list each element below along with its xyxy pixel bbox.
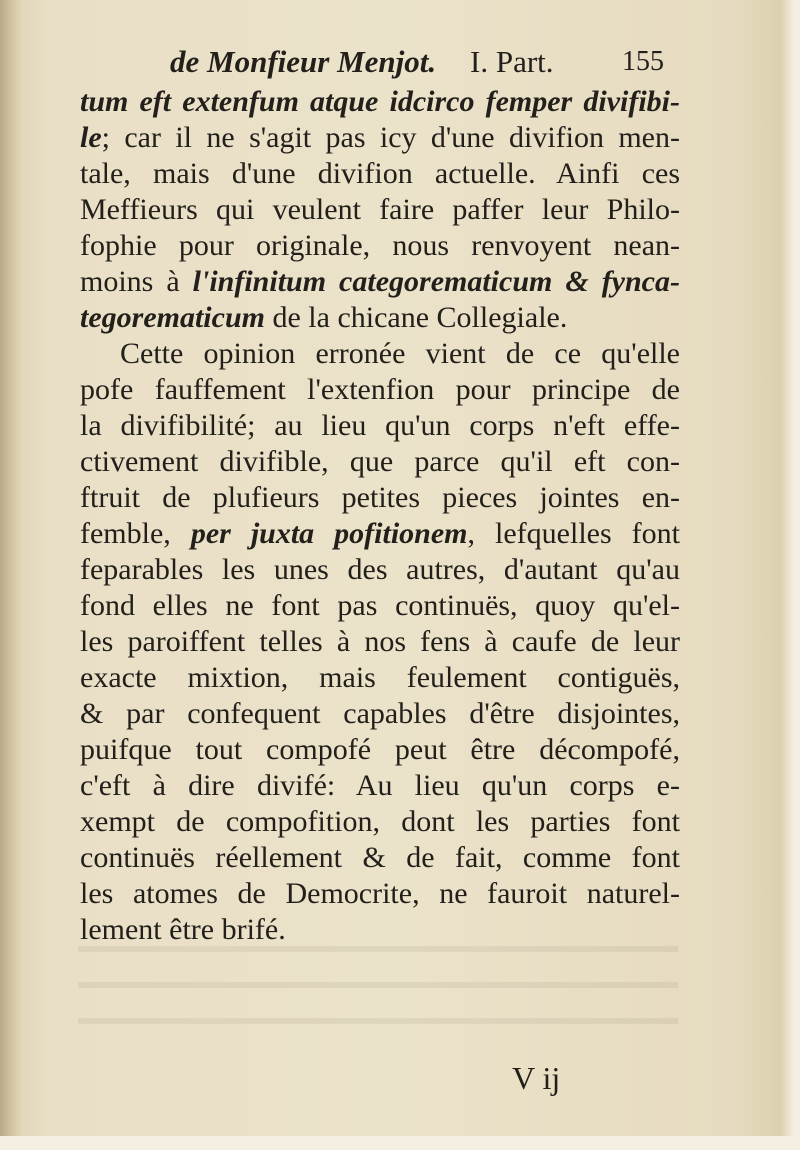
text-line-13: femble, per juxta pofitionem, lefquelles font xyxy=(80,517,680,550)
text-line-4: Meffieurs qui veulent faire paffer leur Philo- xyxy=(80,193,680,226)
text-line-19: puifque tout compofé peut être décompofé, xyxy=(80,733,680,766)
signature-mark: V ij xyxy=(512,1060,561,1096)
text-line-11: ctivement divifible, que parce qu'il eft con- xyxy=(80,445,680,478)
text-line-20: c'eft à dire divifé: Au lieu qu'un corps e- xyxy=(80,769,680,802)
text-line-8: Cette opinion erronée vient de ce qu'elle xyxy=(120,337,680,370)
text-line-21: xempt de compofition, dont les parties font xyxy=(80,805,680,838)
page-bottom-margin xyxy=(0,1136,800,1150)
text-line-18: & par confequent capables d'être disjointes, xyxy=(80,697,680,730)
text-line-15: fond elles ne font pas continuës, quoy qu'el- xyxy=(80,589,680,622)
text-line-7: tegorematicum de la chicane Collegiale. xyxy=(80,301,568,334)
text-line-9: pofe fauffement l'extenfion pour principe de xyxy=(80,373,680,406)
running-title: de Monfieur Menjot. xyxy=(170,44,437,79)
text-line-24: lement être brifé. xyxy=(80,913,286,946)
page-gutter-shadow xyxy=(0,0,22,1150)
text-line-1: tum eft extenfum atque idcirco femper divifibi- xyxy=(80,85,680,118)
text-line-17: exacte mixtion, mais feulement contiguës, xyxy=(80,661,680,694)
page-right-margin xyxy=(780,0,800,1150)
text-line-10: la divifibilité; au lieu qu'un corps n'eft effe- xyxy=(80,409,680,442)
text-line-23: les atomes de Democrite, ne fauroit naturel- xyxy=(80,877,680,910)
body-text xyxy=(80,84,680,948)
text-line-3: tale, mais d'une divifion actuelle. Ainfi ces xyxy=(80,157,680,190)
text-line-6: moins à l'infinitum categorematicum & fynca- xyxy=(80,265,680,298)
page-number: 155 xyxy=(622,46,664,77)
text-line-2: le; car il ne s'agit pas icy d'une divifion men- xyxy=(80,121,680,154)
text-line-16: les paroiffent telles à nos fens à caufe de leur xyxy=(80,625,680,658)
part-label: I. Part. xyxy=(470,44,554,79)
text-line-22: continuës réellement & de fait, comme font xyxy=(80,841,680,874)
text-line-5: fophie pour originale, nous renvoyent nean- xyxy=(80,229,680,262)
running-header xyxy=(170,40,690,84)
text-line-14: feparables les unes des autres, d'autant qu'au xyxy=(80,553,680,586)
text-line-12: ftruit de plufieurs petites pieces jointes en- xyxy=(80,481,680,514)
